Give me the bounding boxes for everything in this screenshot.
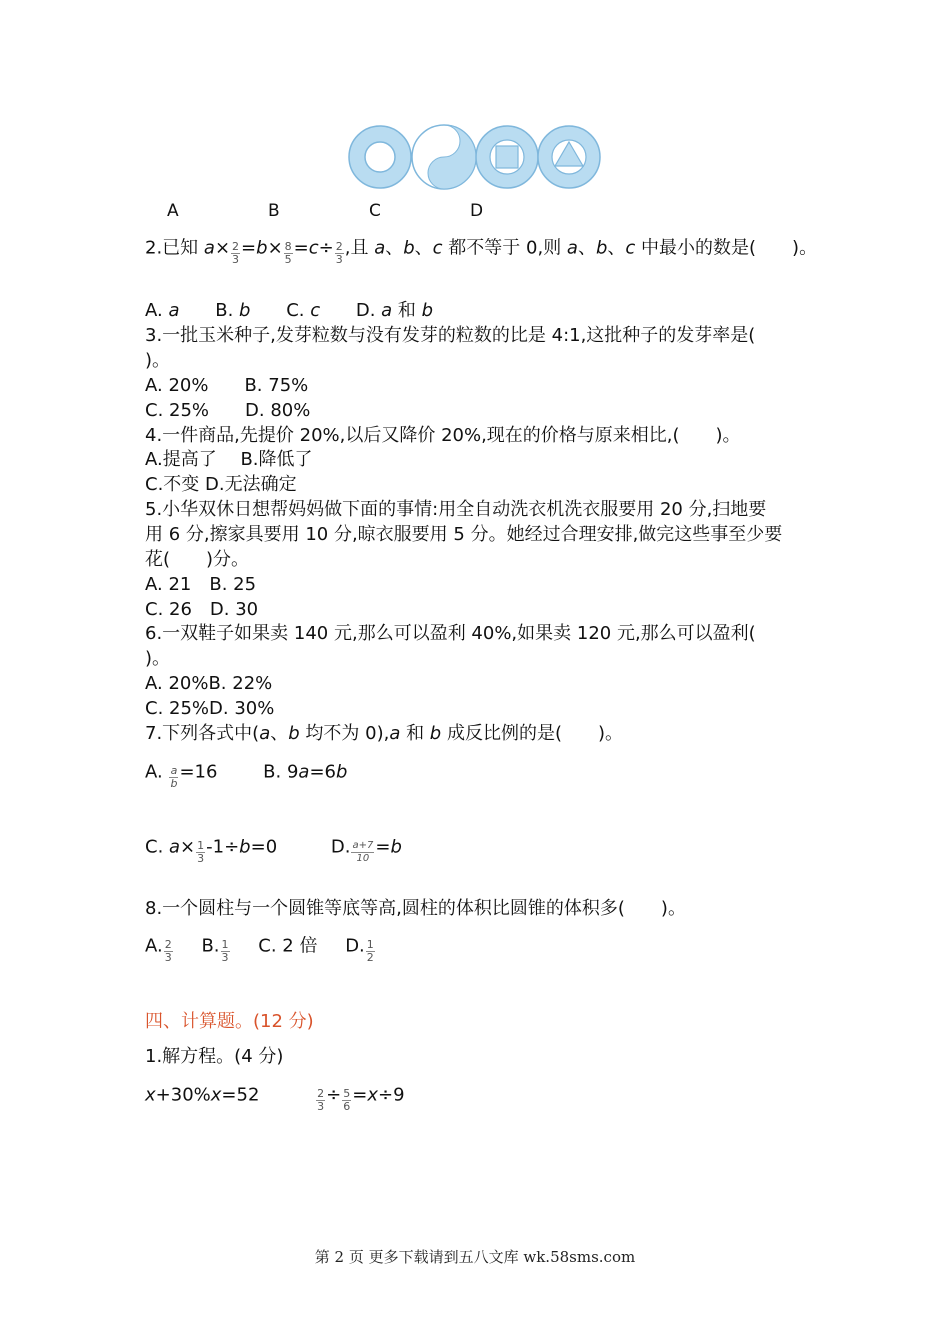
q7-option-c-fraction xyxy=(196,840,205,865)
q7-sep: 、 xyxy=(270,723,289,744)
q7-option-c-den: 3 xyxy=(197,852,205,865)
q8-option-c: C. 2 倍 xyxy=(258,935,318,957)
q2-div: ÷ xyxy=(318,237,334,259)
q7-text: 和 xyxy=(400,723,430,744)
q2-sep: 、 xyxy=(577,237,596,259)
calc-1-eq2-f2-num: 5 xyxy=(343,1087,351,1100)
q2-prefix: 2.已知 xyxy=(145,237,204,259)
q7-var-b: b xyxy=(288,723,300,744)
q7-var-a: a xyxy=(389,723,401,744)
q3-line-1: 3.一批玉米种子,发芽粒数与没有发芽的粒数的比是 4:1,这批种子的发芽率是( xyxy=(145,325,756,346)
calc-1-eq1-mid: +30% xyxy=(155,1084,211,1106)
q6-options-2: C. 25%D. 30% xyxy=(145,698,275,719)
q7-option-c-num: 1 xyxy=(197,839,205,852)
calc-1-eq1-x: x xyxy=(145,1084,156,1106)
q2-option-a-value: a xyxy=(168,300,180,321)
calc-1-eq2-eq: = xyxy=(352,1084,368,1106)
q2-var-c: c xyxy=(308,237,319,259)
q2-var-c: c xyxy=(625,237,636,259)
q2-var-a: a xyxy=(203,237,215,259)
q2-var-b: b xyxy=(403,237,415,259)
q7-option-d-fraction xyxy=(351,840,374,865)
figure-b-yinyang xyxy=(412,125,476,189)
q2-var-a: a xyxy=(566,237,578,259)
question-7 xyxy=(145,722,623,746)
q7-option-b-var-b: b xyxy=(336,761,348,783)
q8-option-b-fraction xyxy=(221,939,230,964)
q7-option-a-num: a xyxy=(170,764,178,777)
q8-line-1: 8.一个圆柱与一个圆锥等底等高,圆柱的体积比圆锥的体积多( )。 xyxy=(145,898,686,919)
q4-options-2: C.不变 D.无法确定 xyxy=(145,474,297,495)
figure-label-a: A xyxy=(167,201,179,221)
figure-a-circle-ring xyxy=(349,126,411,188)
calc-1-eq2-div: ÷ xyxy=(326,1084,342,1106)
q8-option-d-label: D. xyxy=(345,935,365,957)
q2-option-b-value: b xyxy=(239,300,251,321)
q5-line-1: 5.小华双休日想帮妈妈做下面的事情:用全自动洗衣机洗衣服要用 20 分,扫地要 xyxy=(145,499,767,520)
q5-line-3: 花( )分。 xyxy=(145,549,250,570)
calc-1-title: 1.解方程。(4 分) xyxy=(145,1046,284,1067)
q4-line-1: 4.一件商品,先提价 20%,以后又降价 20%,现在的价格与原来相比,( )。 xyxy=(145,425,741,446)
figure-d-triangle-ring xyxy=(538,126,600,188)
calc-1-eq1-rest: =52 xyxy=(221,1084,260,1106)
q7-option-b-mid: =6 xyxy=(309,761,336,783)
q8-option-a-fraction xyxy=(164,939,173,964)
q7-option-a-den: b xyxy=(170,777,178,790)
q5-options-2: C. 26 D. 30 xyxy=(145,599,259,620)
q8-option-b-den: 3 xyxy=(221,951,229,964)
q2-f1-den: 3 xyxy=(232,253,240,266)
figure-label-d: D xyxy=(470,201,484,221)
figure-c-square-ring xyxy=(476,126,538,188)
q2-f1-num: 2 xyxy=(232,240,240,253)
q2-f3-den: 3 xyxy=(335,253,343,266)
q7-option-b-var-a: a xyxy=(298,761,310,783)
q2-sep: 、 xyxy=(414,237,433,259)
q3-options-1: A. 20% B. 75% xyxy=(145,375,309,396)
q7-option-d-label: D. xyxy=(330,836,351,858)
q8-option-b-num: 1 xyxy=(221,938,229,951)
q7-option-d-den: 10 xyxy=(356,853,370,864)
q8-option-d-fraction xyxy=(366,939,375,964)
q7-text: 均不为 0), xyxy=(299,723,390,744)
q7-var-b: b xyxy=(429,723,442,744)
q3-line-2: )。 xyxy=(145,350,171,371)
q7-option-d-var-b: b xyxy=(390,836,402,858)
q2-option-d-label: D. xyxy=(355,300,382,321)
q8-option-d-den: 2 xyxy=(366,951,374,964)
q2-text: ,且 xyxy=(344,237,375,259)
q7-options-cd xyxy=(145,835,402,865)
section-4-heading: 四、计算题。(12 分) xyxy=(145,1011,314,1032)
q8-option-a-num: 2 xyxy=(164,938,172,951)
q6-line-1: 6.一双鞋子如果卖 140 元,那么可以盈利 40%,如果卖 120 元,那么可以盈利( xyxy=(145,623,756,644)
q8-option-a-label: A. xyxy=(145,935,163,957)
q2-f2-num: 8 xyxy=(284,240,292,253)
q7-option-c-var-b: b xyxy=(239,836,251,858)
q8-options xyxy=(145,934,376,964)
q7-option-c-mid: -1÷ xyxy=(206,836,240,858)
q7-option-c-times: × xyxy=(180,836,196,858)
shape-figure xyxy=(345,122,605,192)
q2-times: × xyxy=(214,237,231,259)
q7-option-c-var-a: a xyxy=(169,836,181,858)
q2-option-d-var-b: b xyxy=(421,300,434,321)
q3-options-2: C. 25% D. 80% xyxy=(145,400,311,421)
q7-var-a: a xyxy=(259,723,271,744)
q7-options-ab xyxy=(145,760,348,790)
q2-f2-den: 5 xyxy=(284,253,292,266)
calc-1-eq1-x: x xyxy=(210,1084,222,1106)
calc-1-eq2-f1-den: 3 xyxy=(317,1100,325,1113)
q7-option-c-label: C. xyxy=(145,836,170,858)
calc-1-eq2-rest: ÷9 xyxy=(377,1084,405,1106)
q2-option-c-value: c xyxy=(310,300,321,321)
q8-option-b-label: B. xyxy=(201,935,220,957)
q2-eq: = xyxy=(241,237,257,259)
q7-option-c-rest: =0 xyxy=(250,836,278,858)
calc-1-eq2-f2-den: 6 xyxy=(343,1100,351,1113)
q2-var-b: b xyxy=(595,237,608,259)
figure-label-c: C xyxy=(369,201,381,221)
q7-option-a-fraction xyxy=(169,765,178,790)
question-2 xyxy=(145,236,818,266)
q7-option-a-rest: =16 xyxy=(179,761,218,783)
q2-f3-num: 2 xyxy=(335,240,343,253)
q7-text: 7.下列各式中( xyxy=(145,723,260,744)
q6-line-2: )。 xyxy=(145,648,171,669)
q7-option-a-label: A. xyxy=(145,761,169,783)
q2-text: 都不等于 0,则 xyxy=(442,237,567,259)
q4-options-1: A.提高了 B.降低了 xyxy=(145,449,313,470)
calc-1-eq2-f1-num: 2 xyxy=(317,1087,325,1100)
calc-1-eq2-fraction-2 xyxy=(342,1088,351,1113)
q2-option-a-label: A. xyxy=(145,300,169,321)
q5-line-2: 用 6 分,擦家具要用 10 分,晾衣服要用 5 分。她经过合理安排,做完这些事至少要 xyxy=(145,524,783,545)
q2-option-c-label: C. xyxy=(286,300,311,321)
q2-text: 中最小的数是( )。 xyxy=(635,237,818,259)
q2-option-d-var-a: a xyxy=(381,300,393,321)
q7-option-d-eq: = xyxy=(375,836,391,858)
q2-option-d-mid: 和 xyxy=(392,300,422,321)
q2-var-b: b xyxy=(256,237,268,259)
q2-fraction-3 xyxy=(335,241,344,266)
q2-var-c: c xyxy=(432,237,443,259)
figure-label-b: B xyxy=(268,201,280,221)
q2-options xyxy=(145,299,433,323)
q2-sep: 、 xyxy=(607,237,626,259)
q2-sep: 、 xyxy=(385,237,404,259)
q5-options-1: A. 21 B. 25 xyxy=(145,574,257,595)
calc-1-eq2-fraction-1 xyxy=(316,1088,325,1113)
q2-fraction-2 xyxy=(284,241,293,266)
q2-option-b-label: B. xyxy=(215,300,240,321)
q7-option-b-label: B. 9 xyxy=(263,761,299,783)
q2-var-a: a xyxy=(374,237,386,259)
page-footer: 第 2 页 更多下载请到五八文库 wk.58sms.com xyxy=(314,1248,636,1266)
q8-option-d-num: 1 xyxy=(366,938,374,951)
calc-1-eq2-x: x xyxy=(367,1084,378,1106)
q7-text: 成反比例的是( )。 xyxy=(441,723,624,744)
q8-option-a-den: 3 xyxy=(164,951,172,964)
q6-options-1: A. 20%B. 22% xyxy=(145,673,273,694)
calc-1-equations xyxy=(145,1083,405,1113)
q2-fraction-1 xyxy=(231,241,240,266)
q2-times: × xyxy=(267,237,283,259)
q2-eq: = xyxy=(293,237,309,259)
q7-option-d-num: a+7 xyxy=(352,840,374,851)
